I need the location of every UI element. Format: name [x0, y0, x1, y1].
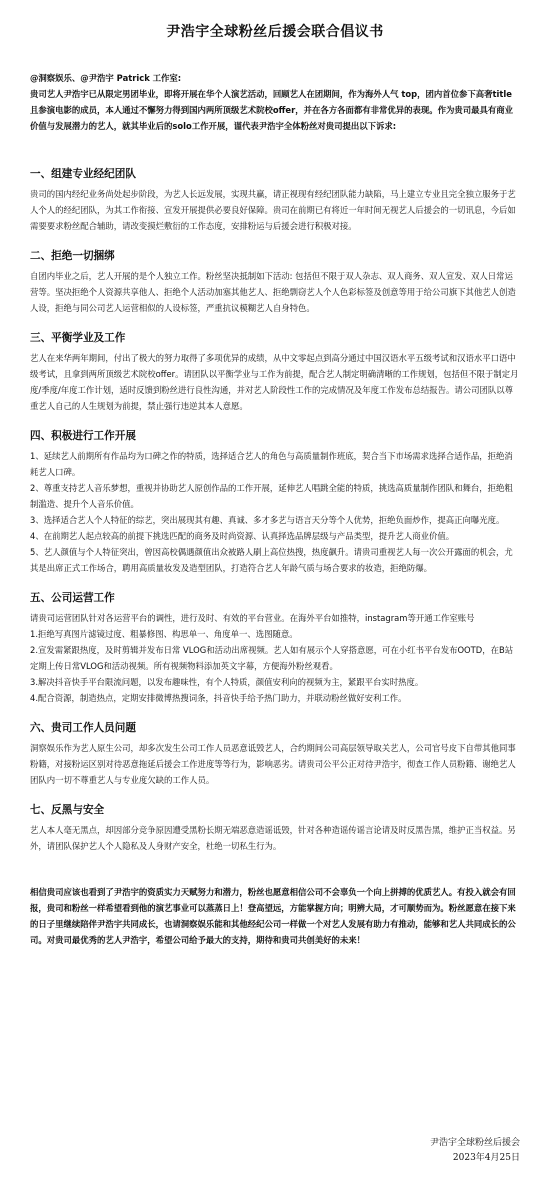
section-title: 七、反黑与安全 [30, 804, 105, 816]
section-paragraph: 3.解决抖音快手平台限流问题，以发布趣味性，有个人特质，颜值安利向的视频为主，紧跟平台实时热度。 [30, 677, 424, 687]
signature-block [430, 1136, 520, 1166]
section-paragraph: 4.配合资源，制造热点，定期安排微博热搜词条，抖音快手给予热门助力，并联动粉丝做好安利工作。 [30, 693, 407, 703]
spacer [30, 576, 520, 590]
section-paragraph: 5、艺人颜值与个人特征突出，曾因高校偶遇颜值出众被路人刷上高位热搜，热度飙升。请贵司重视艺人每一次公开露面的机会，尤其是出席正式工作场合，聘用高质量妆发及造型团队，打造符合艺人年龄气质与场合要求的妆造，拒绝防爆。 [30, 547, 513, 573]
section-paragraph: 2、尊重支持艺人音乐梦想，重视并协助艺人原创作品的工作开展，延伸艺人唱跳全能的特质，挑选高质量制作团队和舞台，拒绝粗制滥造、提升个人音乐价值。 [30, 483, 513, 509]
section-6 [30, 720, 520, 788]
document-title: 尹浩宇全球粉丝后援会联合倡议书 [166, 24, 384, 40]
section-3 [30, 330, 520, 414]
intro-recipient: @洞察娱乐、@尹浩宇 Patrick 工作室: [30, 73, 182, 83]
spacer [30, 706, 520, 720]
spacer [30, 414, 520, 428]
section-paragraph: 4、在前期艺人起点较高的前提下挑选匹配的商务及时尚资源、认真择选品牌层级与产品类型，提升艺人商业价值。 [30, 531, 455, 541]
section-paragraph: 1.拒绝写真图片滤镜过度、粗暴修图、构思单一、角度单一、选图随意。 [30, 629, 298, 639]
intro-body: 贵司艺人尹浩宇已从限定男团毕业，即将开展在华个人演艺活动，回顾艺人在团期间，作为海外人气 top，团内首位参下高奢title 且参演电影的成员，本人通过不懈努力得到国内两所顶级艺术院校offer，并在各方各面都有非常优异的表现。作为贵司最具有商业价值与发展潜力的艺人，就其毕业后的solo工作开展，谨代表尹浩宇全体粉丝对贵司提出以下诉求: [30, 89, 513, 131]
section-paragraph: 贵司的国内经纪业务尚处起步阶段，为艺人长远发展，实现共赢，请正视现有经纪团队能力缺陷，马上建立专业且完全独立服务于艺人个人的经纪团队，为其工作衔接、宣发开展提供必要良好保障。贵司在前期已有将近一年时间无视艺人后援会的一切讯息，今后如需要要求粉丝配合辅助，请改变摸烂敷衍的工作态度，安排粉运与后援会进行积极对接。 [30, 189, 516, 231]
section-paragraph: 2.宣发需紧跟热度，及时剪辑并发布日常 VLOG和活动出席视频。艺人如有展示个人穿搭意愿，可在小红书平台发布OOTD，在B站定期上传日常VLOG和活动视频。所有视频物料添加英文字幕，方便海外粉丝观看。 [30, 645, 514, 671]
section-paragraph: 艺人本人毫无黑点，却因部分竞争原因遭受黑粉长期无端恶意造谣诋毁，针对各种造谣传谣言论请及时反黑告黑，维护正当权益。另外，请团队保护艺人个人隐私及人身财产安全，杜绝一切私生行为。 [30, 825, 516, 851]
signature-org: 尹浩宇全球粉丝后援会 [429, 1138, 520, 1148]
section-4 [30, 428, 520, 576]
section-paragraph: 3、选择适合艺人个人特征的综艺，突出展现其有趣、真诚、多才多艺与语言天分等个人优势，拒绝负面炒作，提高正向曝光度。 [30, 515, 505, 525]
section-title: 六、贵司工作人员问题 [30, 722, 136, 734]
spacer [30, 854, 520, 884]
section-title: 二、拒绝一切捆绑 [30, 250, 115, 262]
section-paragraph: 洞察娱乐作为艺人原生公司，却多次发生公司工作人员恶意诋毁艺人，合约期间公司高层领导取关艺人，公司官号皮下自带其他同事粉籍，对接粉运区别对待恶意拖延后援会工作进度等等行为，影响恶劣。请贵司公平公正对待尹浩宇，彻查工作人员粉籍、谢绝艺人团队内一切不尊重艺人与专业度欠缺的工作人员。 [30, 743, 516, 785]
section-title: 四、积极进行工作开展 [30, 430, 136, 442]
spacer [30, 134, 520, 166]
section-7 [30, 802, 520, 854]
spacer [30, 788, 520, 802]
signature-date: 2023年4月25日 [452, 1153, 520, 1163]
section-title: 五、公司运营工作 [30, 592, 115, 604]
section-title: 一、组建专业经纪团队 [30, 168, 136, 180]
section-paragraph: 请贵司运营团队针对各运营平台的调性，进行及时、有效的平台营业。在海外平台如推特，instagram等开通工作室账号 [30, 613, 475, 623]
section-5 [30, 590, 520, 706]
section-paragraph: 艺人在来华两年期间，付出了极大的努力取得了多项优异的成绩，从中文零起点到高分通过中国汉语水平五级考试和汉语水平口语中级考试，且拿到两所顶级艺术院校offer。请团队以平衡学业与工作为前提，配合艺人制定明确清晰的工作规划，包括但不限于制定月度/季度/年度工作计划，适时反馈到粉丝进行良性沟通，并对艺人阶段性工作的完成情况及年度工作发布总结报告。请公司团队以尊重艺人自己的人生规划为前提，禁止强行违逆其本人意愿。 [30, 353, 519, 411]
section-2 [30, 248, 520, 316]
section-title: 三、平衡学业及工作 [30, 332, 126, 344]
spacer [30, 316, 520, 330]
intro-block [30, 70, 520, 134]
section-1 [30, 166, 520, 234]
section-paragraph: 1、延续艺人前期所有作品均为口碑之作的特质，选择适合艺人的角色与高质量制作班底，契合当下市场需求选择合适作品，拒绝消耗艺人口碑。 [30, 451, 513, 477]
section-paragraph: 自团内毕业之后，艺人开展的是个人独立工作。粉丝坚决抵制如下活动: 包括但不限于双人杂志、双人商务、双人宣发、双人日常运营等。坚决拒绝个人资源共享他人、拒绝个人活动加塞其他艺人、拒绝剽窃艺人个人色彩标签及创意等用于给公司旗下其他艺人创造人设，拒绝与同公司艺人运营相似的人设标签，严重抗议模糊艺人自身特色。 [30, 271, 516, 313]
spacer [30, 234, 520, 248]
closing-paragraph: 相信贵司应该也看到了尹浩宇的资质实力天赋努力和潜力，粉丝也愿意相信公司不会辜负一个向上拼搏的优质艺人。有投入就会有回报，贵司和粉丝一样希望看到他的演艺事业可以蒸蒸日上！登高望远，方能掌握方向；明辨大局，才可顺势而为。粉丝愿意在接下来的日子里继续陪伴尹浩宇共同成长，也请洞察娱乐能和其他经纪公司一样做一个对艺人发展有助力有推动，能够和艺人共同成长的公司。对贵司最优秀的艺人尹浩宇，希望公司给予最大的支持，期待和贵司共创美好的未来！ [30, 887, 516, 945]
